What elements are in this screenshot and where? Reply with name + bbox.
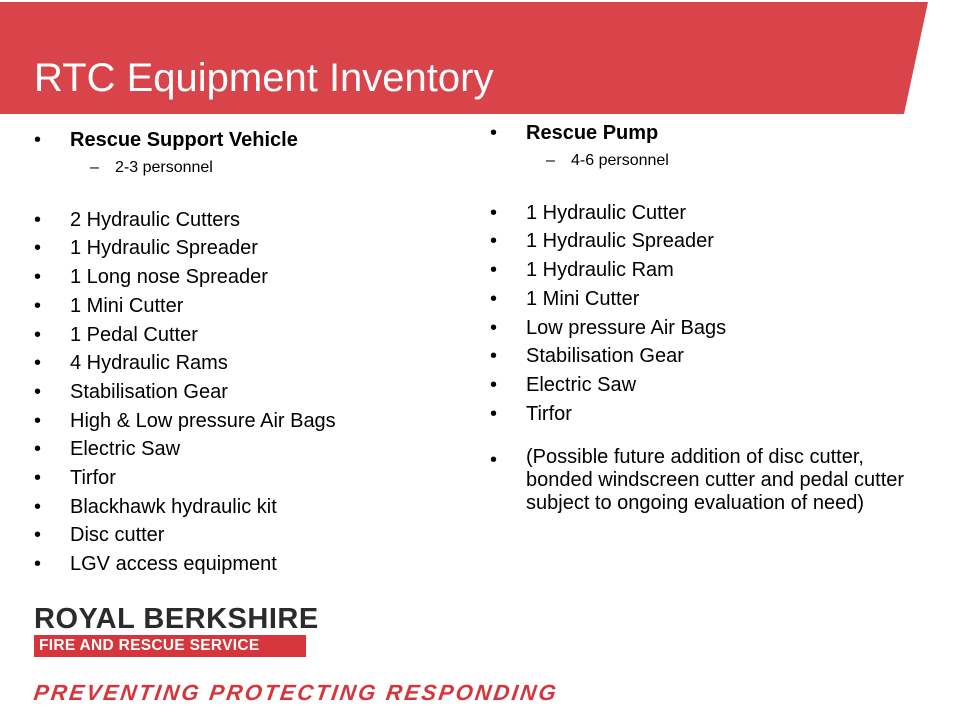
list-item-label: Stabilisation Gear — [526, 345, 684, 368]
list-item-label: 1 Mini Cutter — [526, 287, 640, 310]
bullet: • — [490, 287, 498, 310]
bullet: • — [34, 294, 42, 317]
bullet: • — [490, 259, 498, 282]
left-column — [34, 126, 434, 579]
list-item — [34, 407, 434, 436]
slogan: PREVENTING PROTECTING RESPONDING — [32, 680, 561, 705]
list-item — [34, 550, 434, 579]
bullet: • — [34, 380, 42, 403]
list-item-label: High & Low pressure Air Bags — [70, 409, 336, 432]
bullet: • — [34, 266, 42, 289]
list-item — [34, 321, 434, 350]
list-item — [34, 206, 434, 235]
logo-bottom-text: FIRE AND RESCUE SERVICE — [36, 637, 304, 655]
right-personnel-row — [490, 148, 930, 174]
left-heading: Rescue Support Vehicle — [70, 129, 298, 151]
list-item-label: 2 Hydraulic Cutters — [70, 208, 241, 231]
list-item — [34, 435, 434, 464]
logo-bottom-box — [34, 635, 306, 657]
bullet: • — [490, 449, 498, 472]
right-note-row — [490, 446, 930, 515]
bullet: • — [34, 129, 42, 151]
list-item-label: Stabilisation Gear — [70, 380, 228, 403]
right-note: (Possible future addition of disc cutter, bonded windscreen cutter and pedal cutter subject to ongoing evaluation of need) — [526, 446, 905, 515]
bullet: • — [490, 345, 498, 368]
bullet: • — [34, 553, 42, 576]
list-item — [34, 521, 434, 550]
bullet: • — [34, 495, 42, 518]
list-item-label: Tirfor — [526, 402, 572, 425]
bullet: • — [34, 409, 42, 432]
list-item-label: 1 Hydraulic Cutter — [526, 201, 687, 224]
bullet: • — [490, 316, 498, 339]
list-item — [34, 378, 434, 407]
bullet: • — [34, 438, 42, 461]
right-column — [490, 119, 930, 515]
org-logo — [34, 603, 319, 657]
list-item-label: LGV access equipment — [70, 553, 277, 576]
list-item-label: Electric Saw — [70, 438, 181, 461]
list-item-label: Disc cutter — [70, 524, 165, 547]
list-item — [490, 400, 930, 429]
list-item — [34, 292, 434, 321]
list-item-label: 1 Hydraulic Ram — [526, 259, 674, 282]
bullet: • — [34, 467, 42, 490]
list-item — [34, 493, 434, 522]
list-item-label: 1 Hydraulic Spreader — [70, 237, 258, 260]
list-item-label: 1 Long nose Spreader — [70, 266, 268, 289]
right-item-list — [490, 199, 930, 429]
list-item — [34, 349, 434, 378]
spacer — [490, 174, 930, 199]
list-item — [490, 256, 930, 285]
spacer — [34, 181, 434, 206]
list-item-label: 1 Mini Cutter — [70, 294, 184, 317]
list-item-label: Low pressure Air Bags — [526, 316, 727, 339]
left-personnel-row — [34, 155, 434, 181]
list-item — [490, 342, 930, 371]
list-item — [34, 234, 434, 263]
bullet: • — [490, 373, 498, 396]
dash: – — [90, 158, 99, 176]
left-item-list — [34, 206, 434, 579]
bullet: • — [34, 352, 42, 375]
bullet: • — [490, 201, 498, 224]
right-heading-row — [490, 119, 930, 148]
list-item-label: Blackhawk hydraulic kit — [70, 495, 277, 518]
slide-title: RTC Equipment Inventory — [34, 56, 494, 100]
bullet: • — [490, 402, 498, 425]
list-item — [490, 371, 930, 400]
list-item-label: 1 Pedal Cutter — [70, 323, 198, 346]
left-personnel: 2-3 personnel — [115, 158, 213, 176]
bullet: • — [34, 524, 42, 547]
logo-top-text: ROYAL BERKSHIRE — [34, 603, 319, 635]
right-personnel: 4-6 personnel — [571, 151, 669, 169]
dash: – — [546, 151, 555, 169]
spacer — [490, 428, 930, 446]
bullet: • — [34, 208, 42, 231]
list-item-label: Electric Saw — [526, 373, 637, 396]
list-item — [34, 263, 434, 292]
bullet: • — [34, 237, 42, 260]
left-heading-row — [34, 126, 434, 155]
bullet: • — [490, 122, 498, 144]
list-item — [490, 285, 930, 314]
bullet: • — [490, 230, 498, 253]
list-item — [490, 314, 930, 343]
list-item — [490, 199, 930, 228]
list-item — [490, 227, 930, 256]
list-item-label: 1 Hydraulic Spreader — [526, 230, 714, 253]
list-item-label: Tirfor — [70, 467, 116, 490]
list-item — [34, 464, 434, 493]
list-item-label: 4 Hydraulic Rams — [70, 352, 228, 375]
bullet: • — [34, 323, 42, 346]
right-heading: Rescue Pump — [526, 122, 659, 144]
